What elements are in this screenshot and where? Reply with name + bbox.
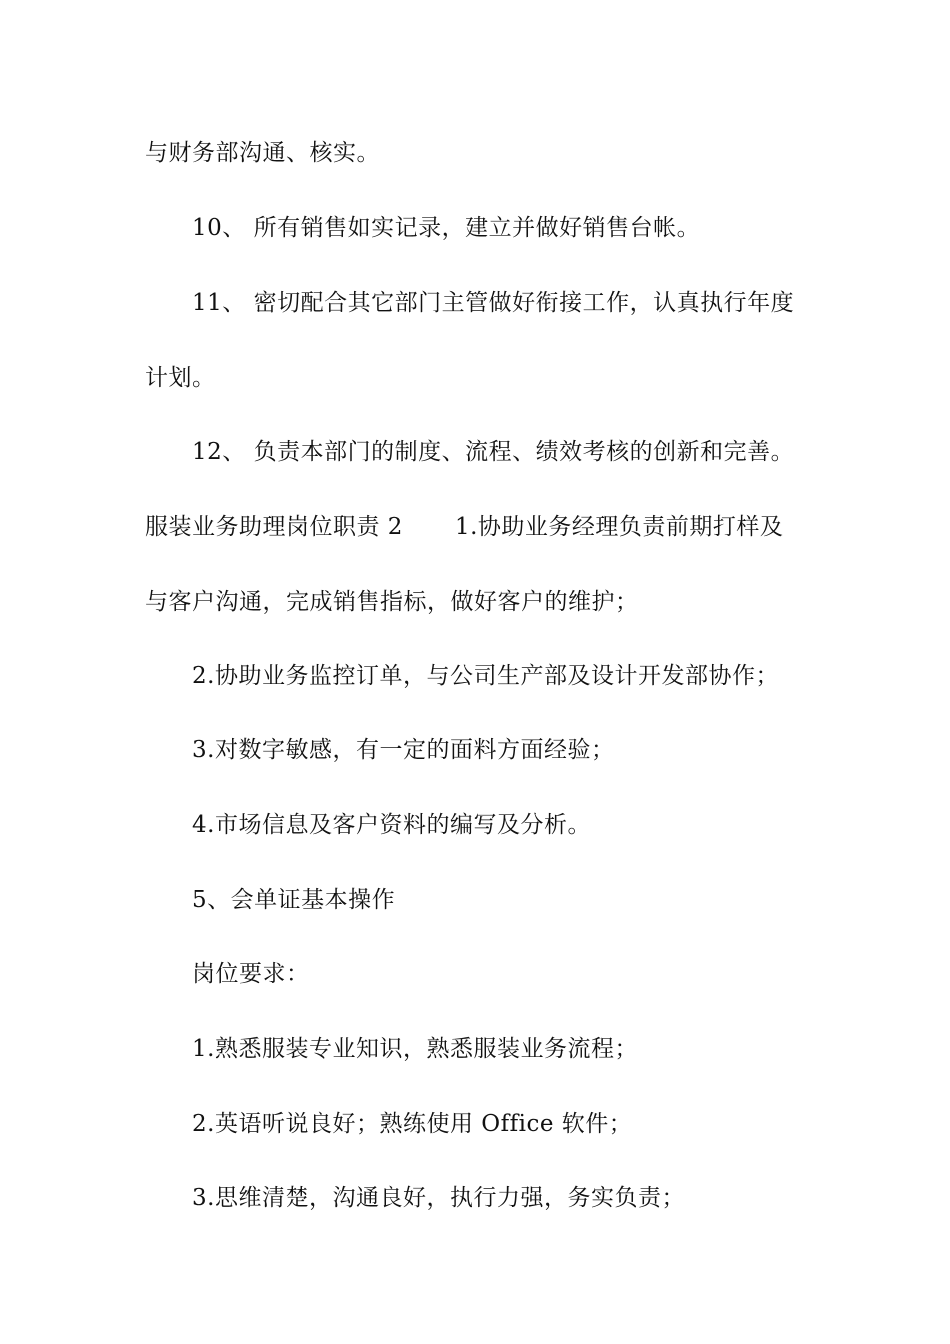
paragraph-line: 12、 负责本部门的制度、流程、绩效考核的创新和完善。 <box>192 439 795 465</box>
paragraph-line: 与客户沟通，完成销售指标，做好客户的维护； <box>145 589 639 615</box>
paragraph-line: 3.对数字敏感，有一定的面料方面经验； <box>192 737 615 763</box>
paragraph-line: 5、会单证基本操作 <box>192 887 396 913</box>
paragraph-line: 11、 密切配合其它部门主管做好衔接工作，认真执行年度 <box>192 290 795 316</box>
paragraph-line: 2.英语听说良好；熟练使用 Office 软件； <box>192 1111 633 1137</box>
paragraph-line: 岗位要求： <box>192 961 310 987</box>
paragraph-text: 1.协助业务经理负责前期打样及 <box>454 514 784 540</box>
paragraph-line: 10、 所有销售如实记录，建立并做好销售台帐。 <box>192 215 701 241</box>
paragraph-line: 1.熟悉服装专业知识，熟悉服装业务流程； <box>192 1036 638 1062</box>
section-heading-line <box>145 512 825 542</box>
paragraph-line: 3.思维清楚，沟通良好，执行力强，务实负责； <box>192 1185 685 1211</box>
paragraph-line: 计划。 <box>145 365 216 391</box>
paragraph-line: 4.市场信息及客户资料的编写及分析。 <box>192 812 591 838</box>
section-heading: 服装业务助理岗位职责 2 <box>145 514 403 540</box>
paragraph-line: 与财务部沟通、核实。 <box>145 140 380 166</box>
paragraph-line: 2.协助业务监控订单，与公司生产部及设计开发部协作； <box>192 663 779 689</box>
